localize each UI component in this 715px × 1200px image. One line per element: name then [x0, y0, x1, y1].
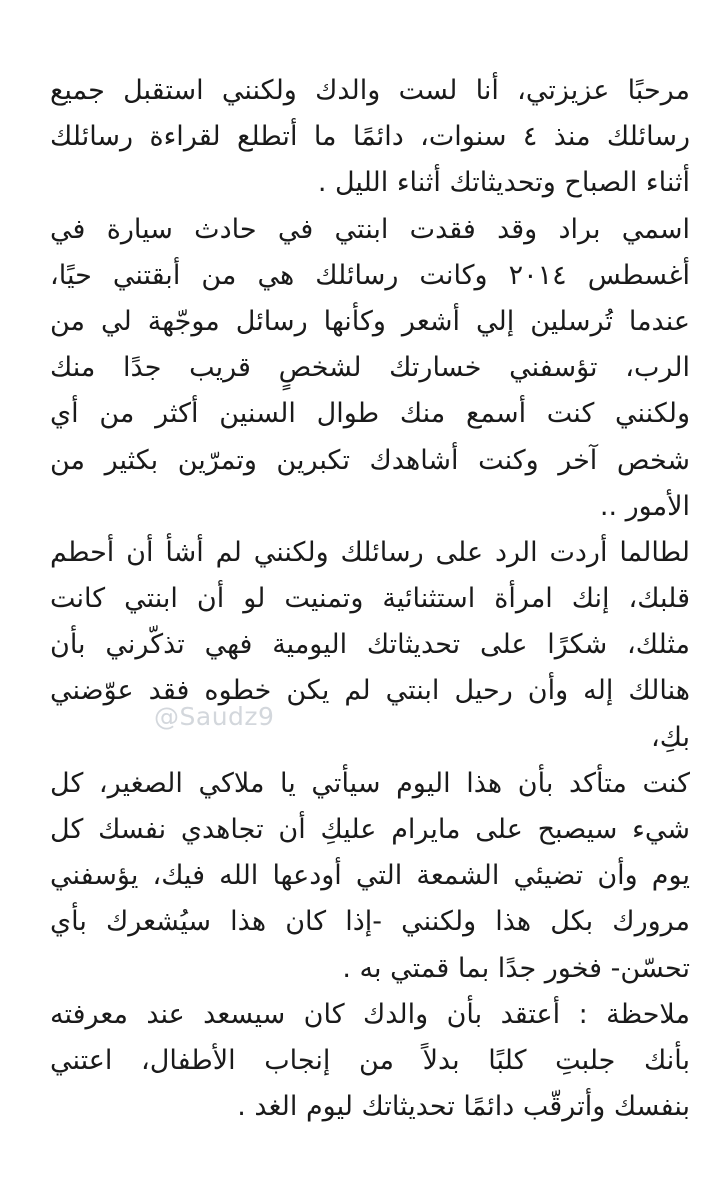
watermark: @Saudz9: [154, 702, 275, 731]
text-line: عندما تُرسلين إلي أشعر وكأنها رسائل موجّهة لي من: [50, 305, 690, 337]
text-line: بنفسك وأترقّب دائمًا تحديثاتك ليوم الغد .: [237, 1091, 690, 1123]
text-line: تحسّن- فخور جدًا بما قمتي به .: [342, 952, 690, 984]
letter-text: [50, 68, 690, 1130]
text-line: كنت متأكد بأن هذا اليوم سيأتي يا ملاكي الصغير، كل: [50, 767, 690, 799]
text-line: مرورك بكل هذا ولكنني -إذا كان هذا سيُشعرك بأي: [50, 906, 690, 938]
text-line: اسمي براد وقد فقدت ابنتي في حادث سيارة في: [50, 213, 690, 245]
text-line: مرحبًا عزيزتي، أنا لست والدك ولكنني استقبل جميع: [50, 75, 690, 106]
text-line: الرب، تؤسفني خسارتك لشخصٍ قريب جدًا منك: [50, 352, 690, 384]
text-line: بأنك جلبتِ كلبًا بدلاً من إنجاب الأطفال، اعتني: [50, 1044, 690, 1076]
text-line: لطالما أردت الرد على رسائلك ولكنني لم أشأ أن أحطم: [50, 536, 690, 568]
text-line: ولكنني كنت أسمع منك طوال السنين أكثر من أي: [50, 398, 690, 430]
text-line: قلبك، إنك امرأة استثنائية وتمنيت لو أن ابنتي كانت: [50, 583, 690, 615]
text-line: يوم وأن تضيئي الشمعة التي أودعها الله فيك، يؤسفني: [50, 860, 690, 892]
text-line: رسائلك منذ ٤ سنوات، دائمًا ما أتطلع لقراءة رسائلك: [50, 121, 691, 153]
text-line: أغسطس ٢٠١٤ وكانت رسائلك هي من أبقتني حيًا،: [50, 259, 690, 291]
text-line: هنالك إله وأن رحيل ابنتي لم يكن خطوه فقد عوّضني: [50, 675, 690, 707]
text-line: أثناء الصباح وتحديثاتك أثناء الليل .: [317, 167, 690, 199]
text-line: ملاحظة : أعتقد بأن والدك كان سيسعد عند معرفته: [50, 998, 690, 1030]
text-line: شخص آخر وكنت أشاهدك تكبرين وتمرّين بكثير من: [50, 444, 690, 476]
text-line: بكِ،: [651, 721, 690, 753]
text-line: شيء سيصبح على مايرام عليكِ أن تجاهدي نفسك كل: [50, 814, 690, 845]
text-line: الأمور ..: [599, 490, 690, 522]
text-line: مثلك، شكرًا على تحديثاتك اليومية فهي تذكّرني بأن: [50, 629, 690, 661]
